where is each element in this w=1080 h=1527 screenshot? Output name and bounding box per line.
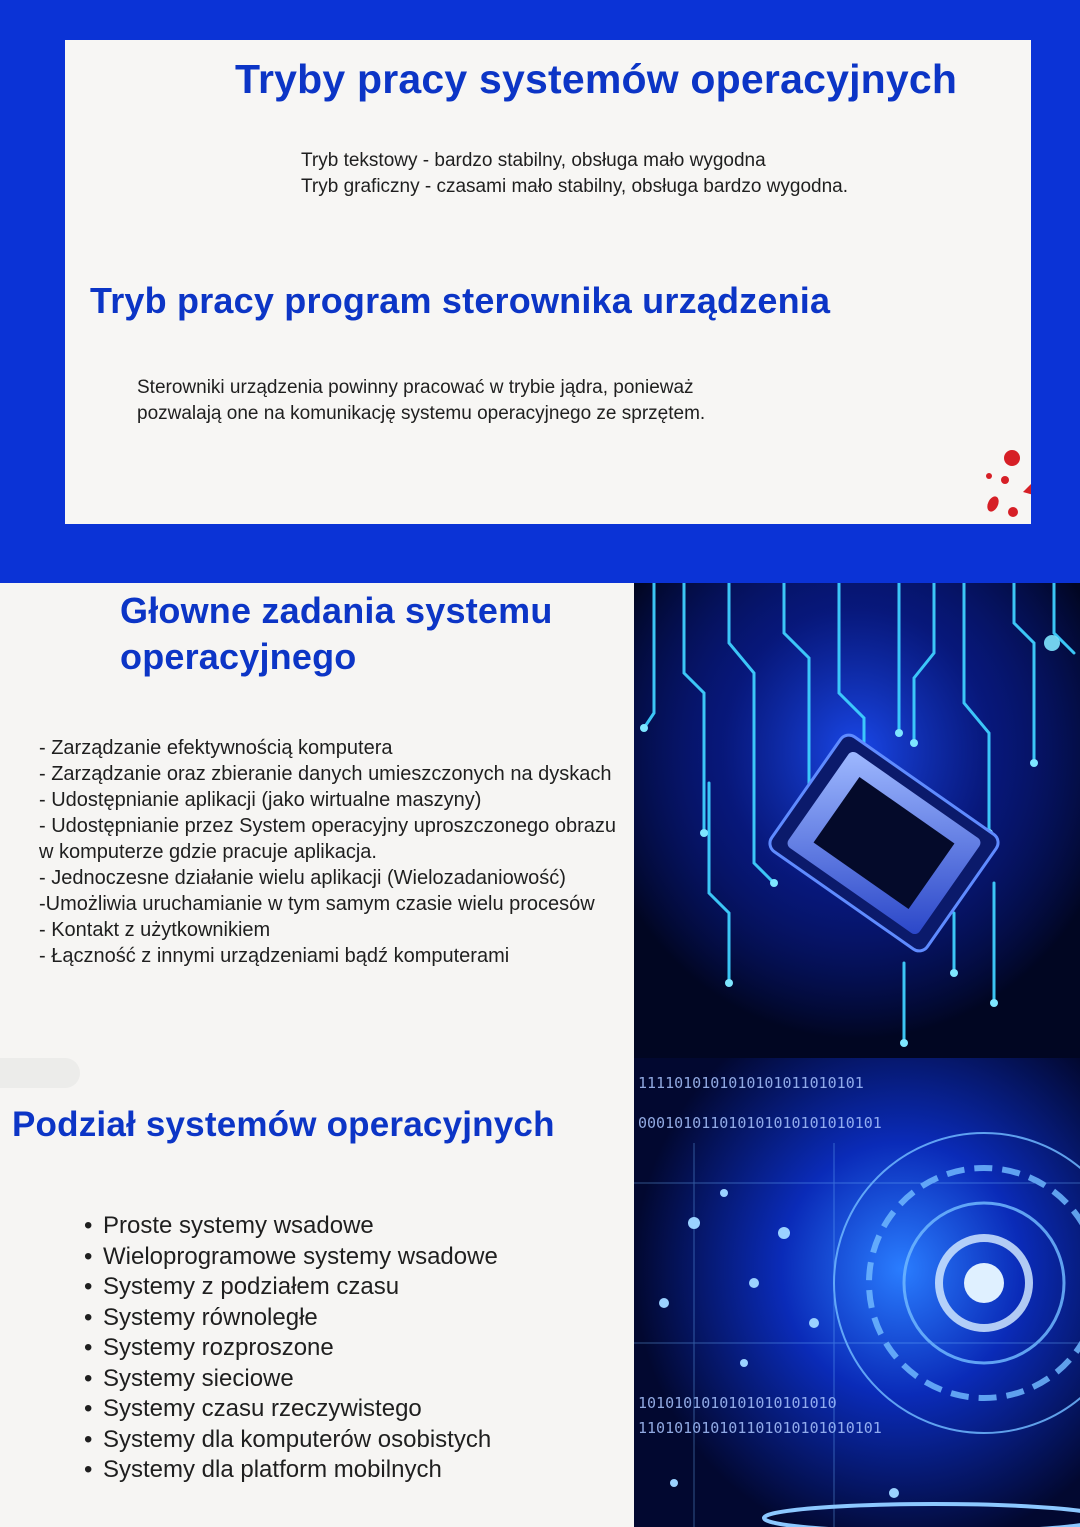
- list-item: - Udostępnianie aplikacji (jako wirtualne maszyny): [39, 789, 482, 811]
- list-item: • Systemy dla komputerów osobistych: [84, 1425, 498, 1456]
- tech-illustration: [634, 583, 1080, 1527]
- list-item: • Systemy dla platform mobilnych: [84, 1455, 498, 1486]
- list-item: • Proste systemy wsadowe: [84, 1211, 498, 1242]
- modes-card: [65, 40, 1031, 524]
- list-item: • Systemy rozproszone: [84, 1333, 498, 1364]
- svg-text:1111010101010101011010101: 1111010101010101011010101: [638, 1074, 864, 1092]
- list-item: • Systemy czasu rzeczywistego: [84, 1394, 498, 1425]
- modes-title: Tryby pracy systemów operacyjnych: [235, 56, 958, 102]
- list-item: - Kontakt z użytkownikiem: [39, 919, 271, 941]
- list-item: • Systemy z podziałem czasu: [84, 1272, 498, 1303]
- list-item: • Systemy sieciowe: [84, 1364, 498, 1395]
- svg-text:000101011010101010101010101: 000101011010101010101010101: [638, 1114, 882, 1132]
- tasks-list: [39, 735, 629, 969]
- top-blue-band: [0, 0, 1080, 583]
- list-item: - Udostępnianie przez System operacyjny uproszczonego obrazu w komputerze gdzie pracuje aplikacja.: [39, 815, 616, 863]
- list-item: • Wieloprogramowe systemy wsadowe: [84, 1242, 498, 1273]
- driver-line-2: pozwalają one na komunikację systemu operacyjnego ze sprzętem.: [137, 403, 706, 424]
- os-content-column: [0, 583, 634, 1527]
- list-item: -Umożliwia uruchamianie w tym samym czasie wielu procesów: [39, 893, 595, 915]
- modes-line-text: Tryb tekstowy - bardzo stabilny, obsługa mało wygodna: [301, 150, 766, 171]
- modes-line-graphic: Tryb graficzny - czasami mało stabilny, obsługa bardzo wygodna.: [301, 176, 849, 197]
- list-item: • Systemy równoległe: [84, 1303, 498, 1334]
- svg-text:1010101010101010101010: 1010101010101010101010: [638, 1394, 837, 1412]
- types-title: Podział systemów operacyjnych: [12, 1105, 555, 1144]
- circuit-chip-image: [634, 583, 1080, 1527]
- modes-text: [301, 148, 848, 200]
- driver-line-1: Sterowniki urządzenia powinny pracować w trybie jądra, ponieważ: [137, 377, 694, 398]
- list-item: - Jednoczesne działanie wielu aplikacji (Wielozadaniowość): [39, 867, 566, 889]
- svg-text:110101010101101010101010101: 110101010101101010101010101: [638, 1419, 882, 1437]
- list-item: - Zarządzanie oraz zbieranie danych umieszczonych na dyskach: [39, 763, 612, 785]
- decorative-shape: [0, 1058, 80, 1088]
- types-list: [84, 1211, 498, 1486]
- tasks-title: Głowne zadania systemu operacyjnego: [120, 590, 553, 677]
- driver-text: [137, 375, 705, 427]
- red-dots-decoration: [971, 434, 1031, 524]
- list-item: - Łączność z innymi urządzeniami bądź komputerami: [39, 945, 510, 967]
- list-item: - Zarządzanie efektywnością komputera: [39, 737, 393, 759]
- driver-title: Tryb pracy program sterownika urządzenia: [90, 280, 831, 321]
